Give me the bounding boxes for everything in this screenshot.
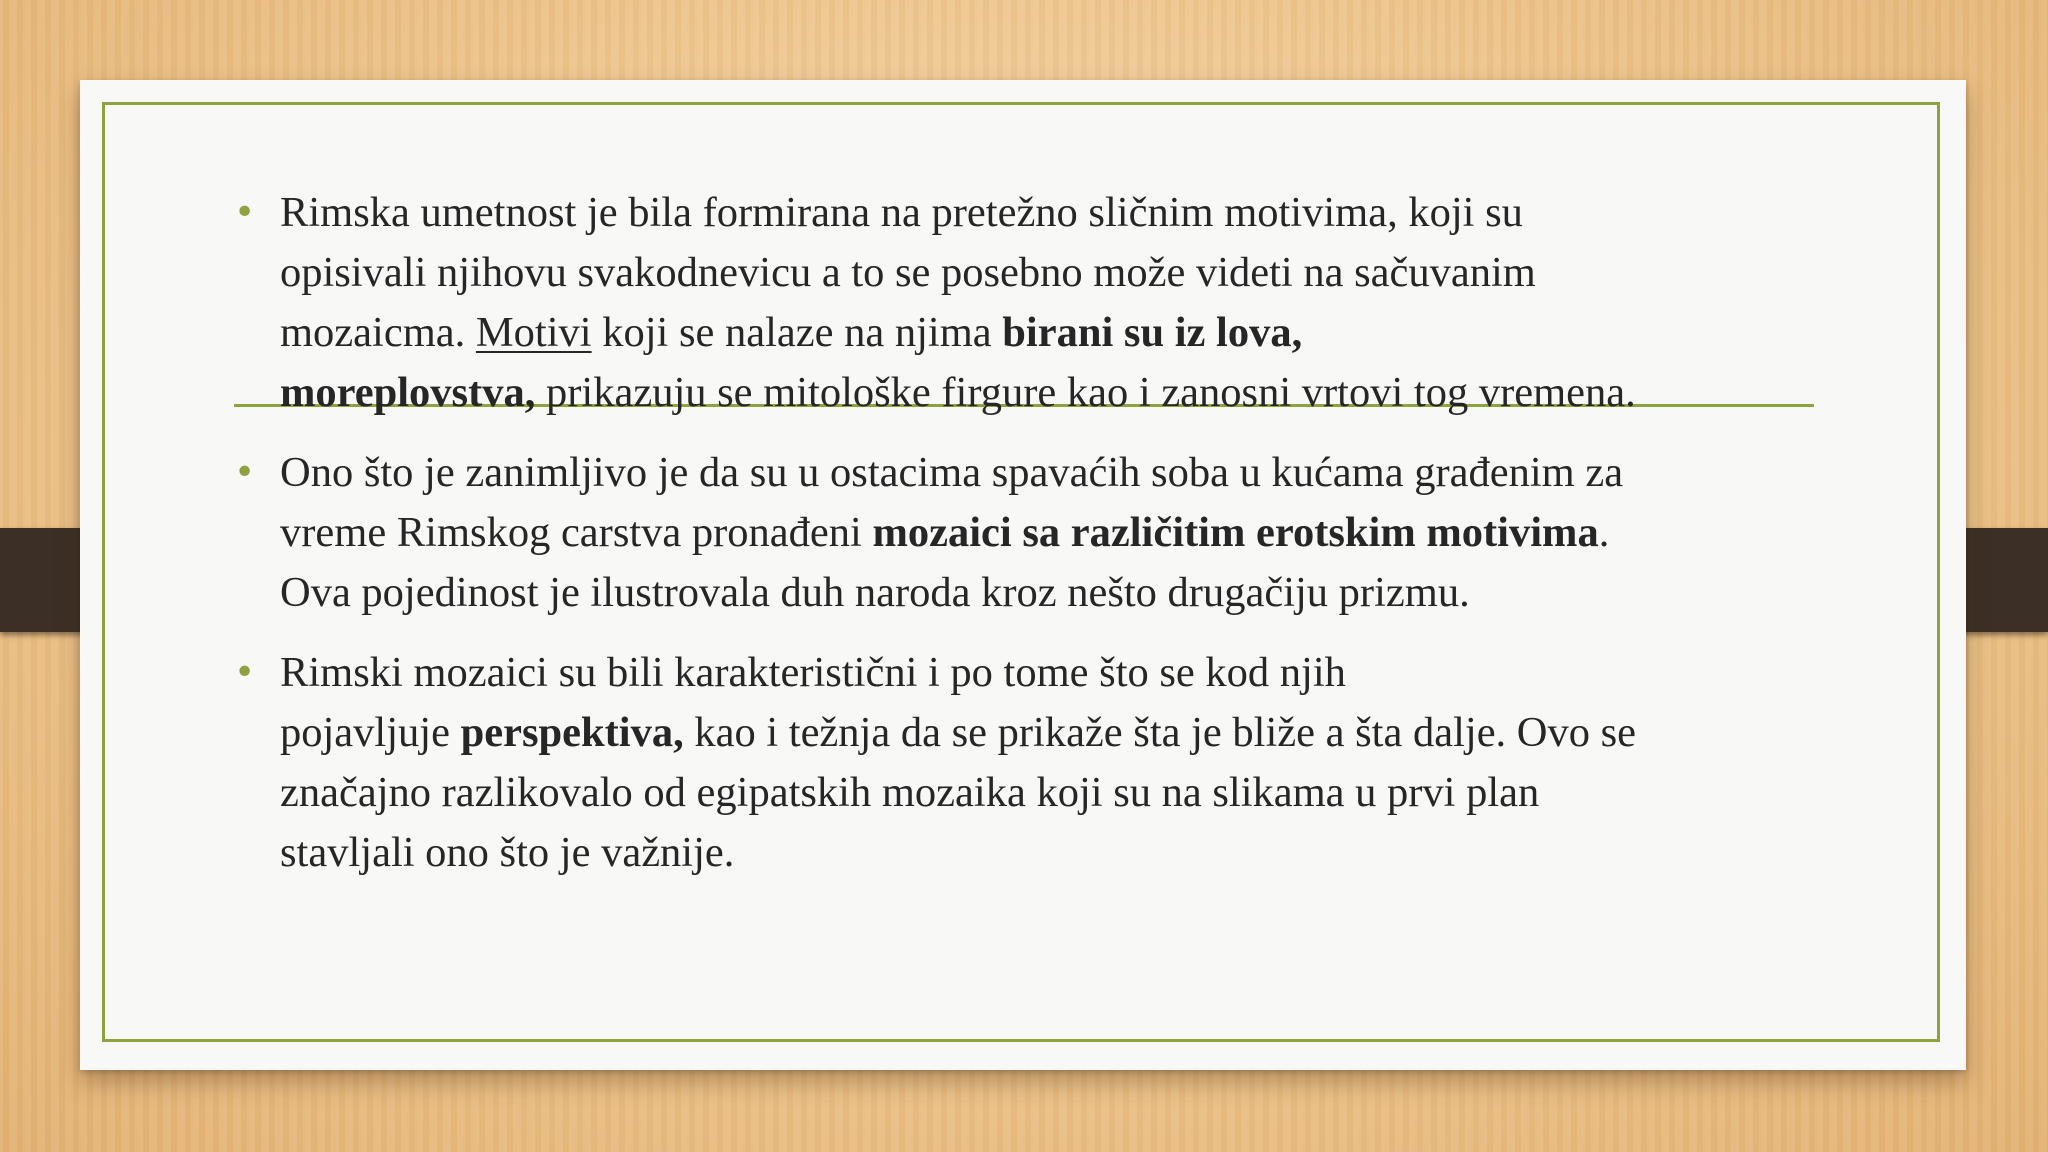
text-run: mozaicma. bbox=[280, 309, 476, 356]
text-run: Ono što je zanimljivo je da su u ostacima spavaćih soba u kućama građenim za bbox=[280, 449, 1624, 496]
bold-phrase: perspektiva, bbox=[460, 709, 684, 756]
text-run: koji se nalaze na njima bbox=[591, 309, 1003, 356]
text-line bbox=[280, 763, 1880, 823]
text-line bbox=[280, 303, 1880, 363]
text-run: stavljali ono što je važnije. bbox=[280, 829, 735, 876]
text-run: prikazuju se mitološke firgure kao i zanosni vrtovi tog vremena. bbox=[535, 369, 1636, 416]
underlined-term: Motivi bbox=[475, 309, 592, 356]
text-run: značajno razlikovalo od egipatskih mozaika koji su na slikama u prvi plan bbox=[280, 769, 1540, 816]
text-run: pojavljuje bbox=[280, 709, 461, 756]
text-line bbox=[280, 363, 1880, 423]
text-line bbox=[280, 443, 1880, 503]
text-run: Rimska umetnost je bila formirana na pretežno sličnim motivima, koji su bbox=[280, 189, 1523, 236]
bullet-item-2 bbox=[234, 443, 1880, 623]
bold-phrase: mozaici sa različitim erotskim motivima bbox=[872, 509, 1599, 556]
slide-content bbox=[234, 183, 1880, 883]
text-run: Rimski mozaici su bili karakteristični i po tome što se kod njih bbox=[280, 649, 1346, 696]
text-line bbox=[280, 243, 1880, 303]
text-line bbox=[280, 643, 1880, 703]
text-line bbox=[280, 823, 1880, 883]
slide-card bbox=[80, 80, 1966, 1070]
text-line bbox=[280, 563, 1880, 623]
bullet-item-1 bbox=[234, 183, 1880, 423]
text-run: vreme Rimskog carstva pronađeni bbox=[280, 509, 873, 556]
bullet-dot-icon: • bbox=[234, 652, 256, 693]
text-run: kao i težnja da se prikaže šta je bliže a šta dalje. Ovo se bbox=[683, 709, 1637, 756]
text-line bbox=[280, 183, 1880, 243]
bold-phrase: moreplovstva, bbox=[280, 369, 536, 416]
bold-phrase: birani su iz lova, bbox=[1002, 309, 1303, 356]
text-run: . bbox=[1598, 509, 1610, 556]
text-run: Ova pojedinost je ilustrovala duh naroda kroz nešto drugačiju prizmu. bbox=[280, 569, 1470, 616]
text-line bbox=[280, 503, 1880, 563]
bullet-dot-icon: • bbox=[234, 192, 256, 233]
bullet-dot-icon: • bbox=[234, 452, 256, 493]
text-line bbox=[280, 703, 1880, 763]
bullet-item-3 bbox=[234, 643, 1880, 883]
text-run: opisivali njihovu svakodnevicu a to se posebno može videti na sačuvanim bbox=[280, 249, 1536, 296]
